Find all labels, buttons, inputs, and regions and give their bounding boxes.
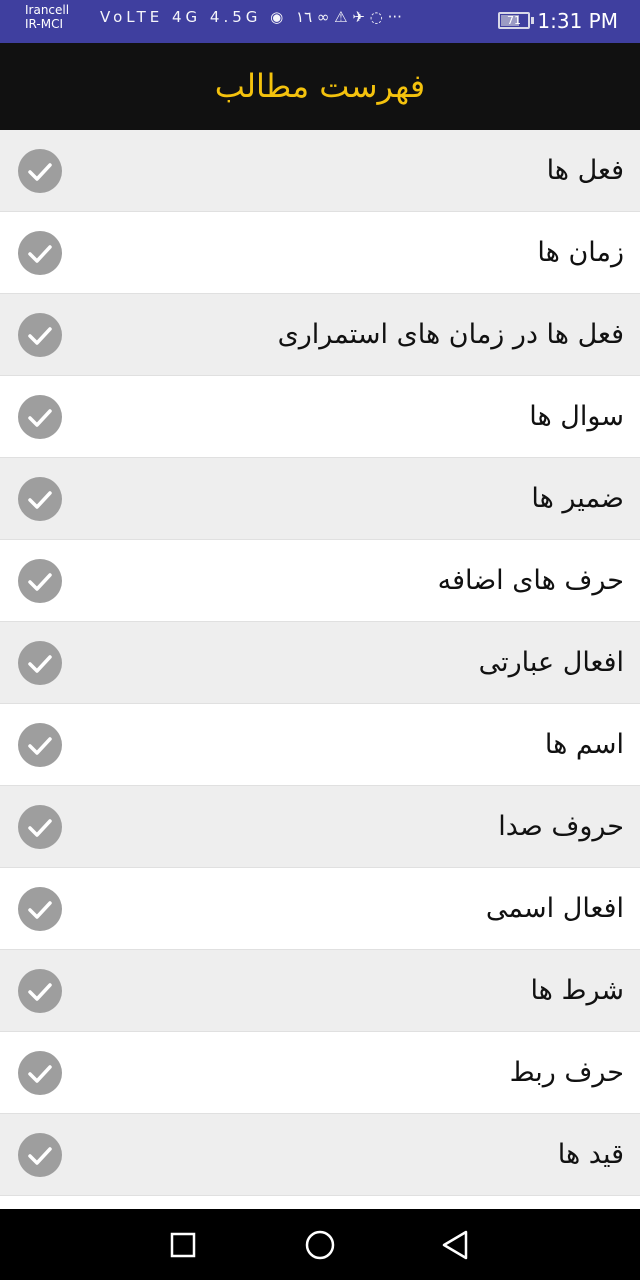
navigation-bar (0, 1209, 640, 1280)
list-item[interactable] (0, 868, 640, 950)
status-bar (0, 0, 640, 43)
list-item-label: فعل ها در زمان های استمراری (277, 319, 624, 350)
list-item-label: افعال عبارتی (478, 647, 624, 678)
carrier-info (25, 3, 69, 31)
battery-icon (498, 12, 530, 29)
app-bar (0, 43, 640, 130)
list-item[interactable] (0, 1032, 640, 1114)
list-item-label: حرف های اضافه (437, 565, 624, 596)
battery-percent: 71 (507, 14, 521, 27)
home-icon[interactable] (304, 1229, 336, 1261)
check-circle-icon (18, 1051, 62, 1095)
check-circle-icon (18, 1133, 62, 1177)
list-item[interactable] (0, 540, 640, 622)
list-item-label: سوال ها (529, 401, 624, 432)
carrier-network: IR-MCI (25, 17, 63, 31)
check-circle-icon (18, 641, 62, 685)
list-item[interactable] (0, 130, 640, 212)
check-circle-icon (18, 805, 62, 849)
check-circle-icon (18, 477, 62, 521)
check-circle-icon (18, 969, 62, 1013)
carrier-name: Irancell (25, 3, 70, 17)
back-icon[interactable] (440, 1229, 472, 1261)
list-item-label: ضمیر ها (531, 483, 624, 514)
check-circle-icon (18, 149, 62, 193)
list-item-label: شرط ها (530, 975, 624, 1006)
topic-list[interactable] (0, 130, 640, 1209)
check-circle-icon (18, 395, 62, 439)
check-circle-icon (18, 723, 62, 767)
recent-apps-icon[interactable] (167, 1229, 199, 1261)
list-item[interactable] (0, 786, 640, 868)
list-item[interactable] (0, 376, 640, 458)
list-item-label: فعل ها (546, 155, 624, 186)
list-item-label: افعال اسمی (485, 893, 624, 924)
list-item-label: اسم ها (544, 729, 624, 760)
check-circle-icon (18, 231, 62, 275)
list-item-label: قید ها (557, 1139, 624, 1170)
check-circle-icon (18, 559, 62, 603)
list-item[interactable] (0, 1114, 640, 1196)
list-item-label: حروف صدا (498, 811, 624, 842)
clock: 1:31 PM (537, 9, 618, 33)
check-circle-icon (18, 887, 62, 931)
list-item[interactable] (0, 622, 640, 704)
list-item[interactable] (0, 704, 640, 786)
list-item[interactable] (0, 950, 640, 1032)
battery-tip (531, 17, 534, 24)
list-item[interactable] (0, 294, 640, 376)
list-item-label: زمان ها (537, 237, 624, 268)
list-item[interactable] (0, 212, 640, 294)
status-indicators: VoLTE 4G 4.5G ◉ ١٦ ∞ ⚠ ✈ ◌ ··· (100, 8, 402, 26)
list-item[interactable] (0, 458, 640, 540)
check-circle-icon (18, 313, 62, 357)
list-item-label: حرف ربط (509, 1057, 624, 1088)
page-title: فهرست مطالب (214, 67, 426, 105)
